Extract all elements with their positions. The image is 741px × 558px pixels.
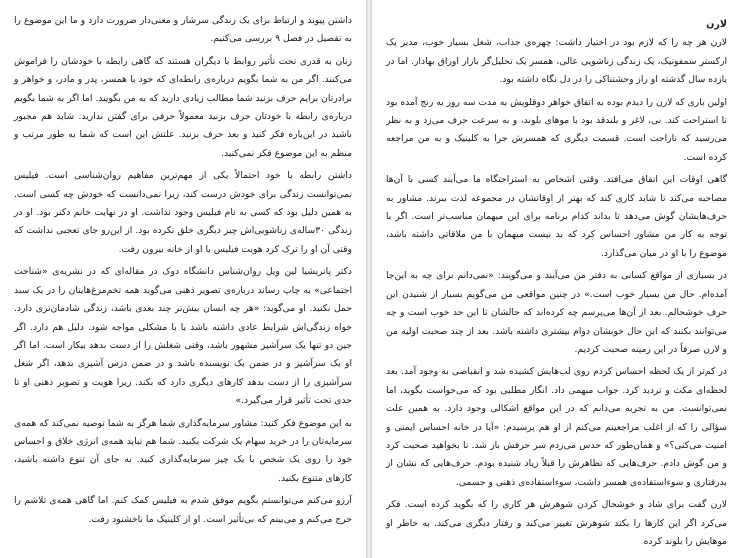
left-page bbox=[0, 0, 366, 558]
section-heading: لارن bbox=[706, 19, 727, 30]
left-paragraph-1: داشتن پیوند و ارتباط برای یک زندگی سرشار و معنی‌دار ضرورت دارد و ما این موضوع را به تفصیل در فصل ۹ بررسی می‌کنیم. bbox=[14, 15, 352, 45]
left-paragraph-2: زنان به قدری تحت تأثیر روابط با دیگران هستند که گاهی رابطه با خودشان را فراموش می‌کنند. اگر من به شما بگویم درباره‌ی رابطه‌ای که خود با همسر، پدر و مادر، و خواهر و برادرتان برایم حرف بزنید شما مطالب زیادی دارید که به من بگویید. اما اگر به شما بگویم درباره‌ی رابطه با خودتان حرف بزنید معمولاً حرفی برای گفتن ندارید. شاید هم مجبور باشید در این‌باره فکر کنید و بعد حرف بزنید. علتش این است که شما به طور مرتب و منظم به این موضوع فکر نمی‌کنید. bbox=[14, 55, 352, 159]
right-paragraph-4: در بسیاری از مواقع کسانی به دفتر من می‌آیند و می‌گویند: «نمی‌دانم برای چه به این‌جا آمده‌ام. حال من بسیار خوب است.» در چنین مواقعی من می‌گویم بسیار از شنیدن این حرف خوشحالم. بعد از آن‌ها می‌پرسم چه کرده‌اند که حالشان تا این حد خوب است و چه می‌توانند بکنند که این حال خوبشان دوام بیشتری داشته باشد. بعد از چند صحبت اولیه من و لارن صرفاً در این زمینه صحبت کردیم. bbox=[386, 270, 727, 355]
right-paragraph-2: اولین باری که لارن را دیدم بوده به اتفاق خواهر دوقلویش به مدت سه روز به رنج آمده بود تا استراحت کند. نی، لاغر و بلندقد بود با موهای بلوند، و به سرعت حرف می‌زد و به نظر می‌رسید که ناراحت است. قسمت دیگری که همسرش جرا به کلینیک و به من مراجعه کرده است. bbox=[386, 96, 727, 163]
left-paragraph-4: دکتر پاتریشیا لین ویل روان‌شناس دانشگاه دوک در مقاله‌ای که در نشریه‌ی «شناخت اجتماعی» به چاپ رساند درباره‌ی تصویر ذهنی می‌گوید همه تخم‌مرغ‌هایتان را در یک سبد حمل نکنید. او می‌گوید: «هر چه انسان بیش‌تر چند بعدی باشد، زندگی شادمان‌تری دارد. خواه زندگی‌اش شرایط عادی داشته باشد یا با مشکلی مواجه شود. دلیل هم دارد. اگر جین دو تنها یک سرآشپز مشهور باشد، وقتی شغلش را از دست بدهد بیکار است. اما اگر او یک سرآشپز و در ضمن یک نویسنده باشد و در ضمن درس آشپزی بدهد، اگر شغل سرآشپزی را از دست بدهد کارهای دیگری دارد که بکند. زیرا هویت و تصویر ذهنی او تا حدی تحت تأثیر قرار می‌گیرد.» bbox=[14, 266, 352, 407]
right-paragraph-5: در کم‌تر از یک لحظه احساس کردم روی لب‌هایش کشیده شد و انقباضی به وجود آمد. بعد لحظه‌ای مکث و تردید کرد. جواب مبهمی داد. انگار مطلبی بود که می‌خواست بگوید، اما نمی‌توانست. من به تجربه می‌دانم که در این مواقع اشکالی وجود دارد. به همین علت سؤالی را که از اغلب مراجعینم می‌کنم از او هم پرسیدم: «آیا در خانه احساس ایمنی و امنیت می‌کنی؟» و همان‌طور که حدس می‌زدم سر حرفش باز شد. تا بخواهید صحبت کرد و من گوش دادم. حرف‌هایی که تظاهرش را قبلاً زیاد شنیده بودم. حرف‌هایی که نشان از بدرفتاری و سوءاستفاده‌ی همسر داشت، سوءاستفاده‌ی ذهنی و جسمی. bbox=[386, 366, 727, 488]
left-paragraph-5: به این موضوع فکر کنید: مشاور سرمایه‌گذاری شما هرگز به شما توصیه نمی‌کند که همه‌ی سرمایه‌تان را در خرید سهام یک شرکت بکنید. شما هم نباید همه‌ی انرژی خلاق و احساس خود را روی یک شخص یا یک چیز سرمایه‌گذاری کنید. به جای آن تنوع داشته باشید، کارهای متنوع بکنید. bbox=[14, 417, 352, 484]
right-paragraph-1: لارن هر چه را که لازم بود در اختیار داشت: چهره‌ی جذاب، شغل بسیار خوب، مدیر یک ارکستر سمفونیک، یک زندگی زناشویی عالی، همسر یک تحلیل‌گر بازار اوراق بهادار. اما در یازده سال گذشته او راز وحشتناکی را در دل نگاه داشته بود. bbox=[386, 37, 727, 86]
left-paragraph-6: آرزو می‌کنم می‌توانستم بگویم موفق شدم به فیلیس کمک کنم. اما گاهی همه‌ی تلاشم را خرج می‌کنم و می‌بینم که بی‌تأثیر است. او از کلینیک ما ناخشنود رفت. bbox=[14, 495, 352, 525]
right-paragraph-6: لارن گفت برای شاد و خوشحال کردن شوهرش هر کاری را که بگوید کرده است. فکر می‌کرد اگر این کارها را بکند شوهرش تغییر می‌کند و رفتار دیگری می‌کند. به خاطر او موهایش را بلوند کرده bbox=[386, 499, 727, 547]
right-page bbox=[372, 0, 741, 558]
right-paragraph-3: گاهی اوقات این اتفاق می‌افتد. وقتی اشخاص به استراحتگاه ما می‌آیند کسی با آن‌ها مصاحبه می‌کند تا شاید کاری کند که بهتر از اوقاتشان در مجموعه لذت ببرند. مشاور به حرف‌هایشان گوش می‌دهد تا بداند کدام برنامه برای این میهمان مناسب‌تر است. اگر با توجه به کار من مشاور احساس کرد که بد نیست میهمان با من ملاقاتی داشته باشد، موضوع را با او در میان می‌گذارد. bbox=[386, 174, 727, 259]
left-paragraph-3: داشتن رابطه با خود احتمالاً یکی از مهم‌ترین مفاهیم روان‌شناسی است. فیلیس نمی‌توانست زندگی برای خودش درست کند، زیرا نمی‌دانست که خودش چه کسی است. به همین دلیل بود که کسی به نام فیلیس وجود نداشت. او در نهایت خانم دکتر بود. او در زندگی ۳۰ساله‌ی زناشویی‌اش چیز دیگری خلق نکرده بود. از این‌رو جای تعجبی نداشت که وقتی آن او را ترک کرد هویت فیلیس با او از خانه بیرون رفت. bbox=[14, 170, 352, 255]
